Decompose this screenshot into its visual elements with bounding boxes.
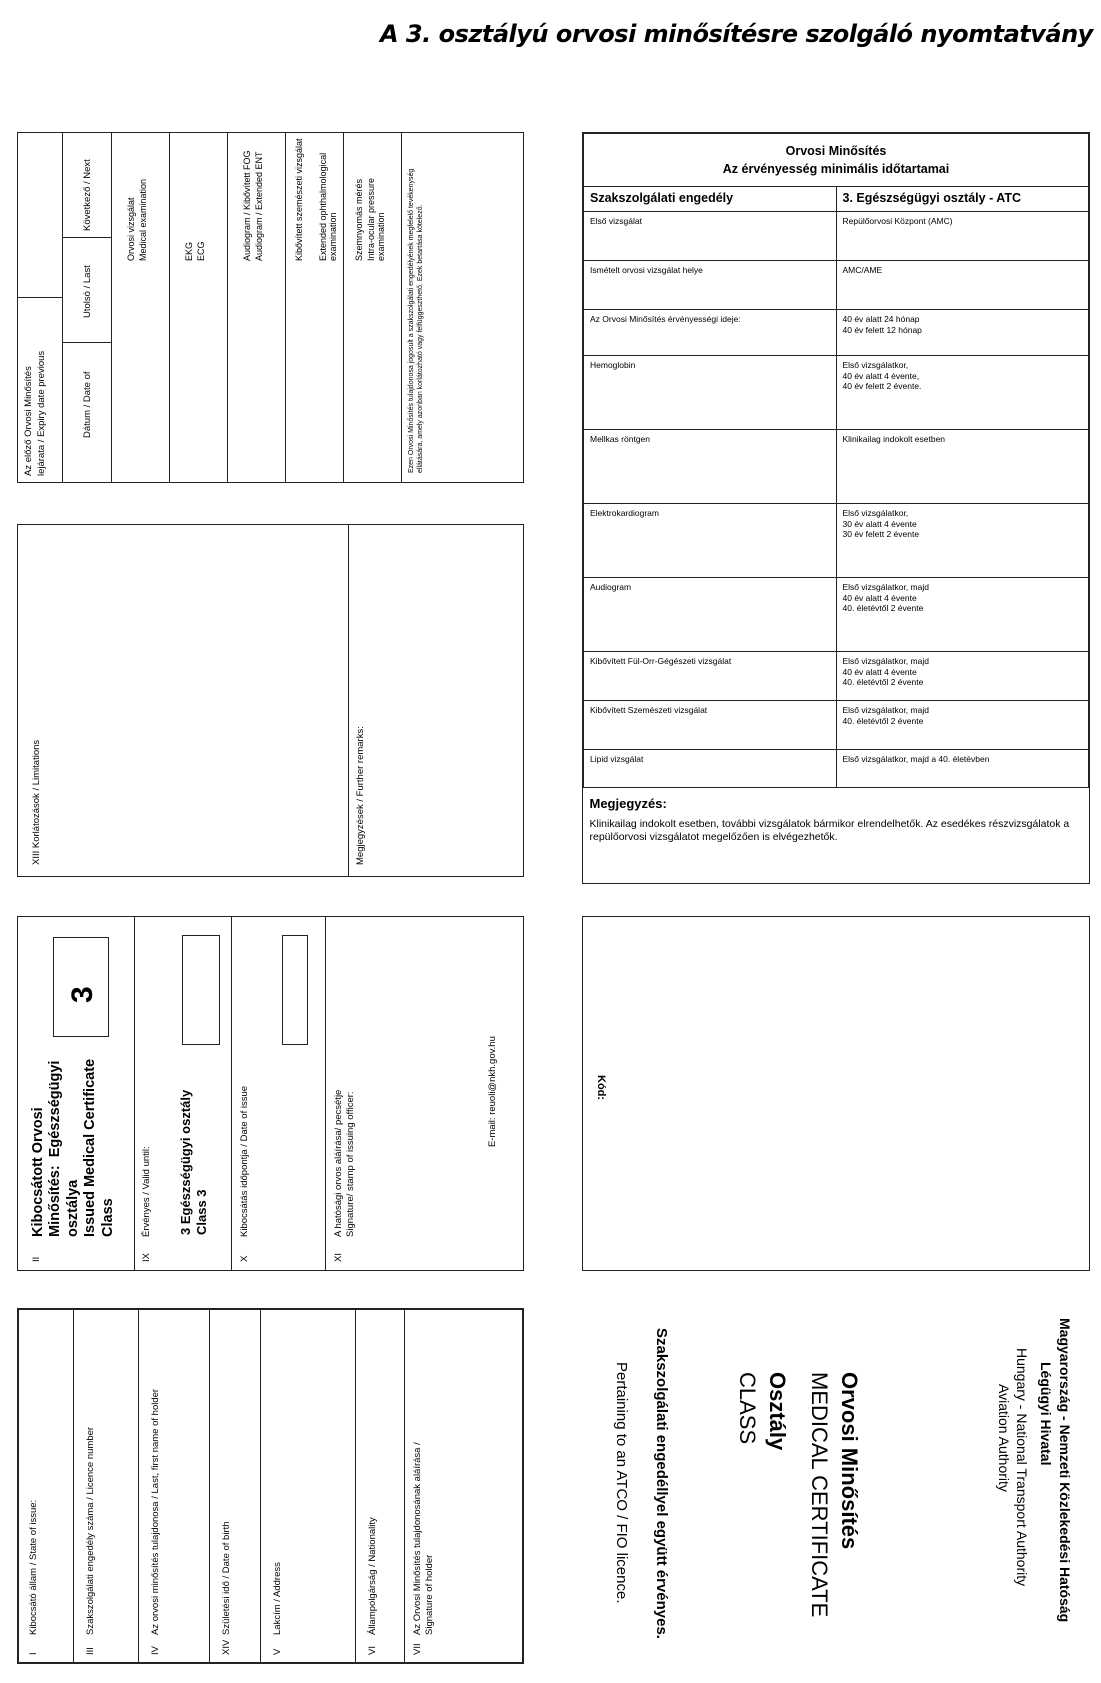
holder-row-nationality-label: Állampolgárság / Nationality [367, 1517, 378, 1635]
holder-row-birth-roman: XIV [221, 1639, 232, 1655]
holder-row-name-label: Az orvosi minősítés tulajdonosa / Last, first name of holder [150, 1388, 161, 1635]
row-audiogram[interactable] [227, 132, 286, 483]
limitations-panel [17, 524, 524, 877]
date-of-issue-field[interactable] [282, 935, 308, 1045]
validity-col-2: 3. Egészségügyi osztály - ATC [836, 187, 1089, 212]
holder-row-birth[interactable] [209, 1309, 261, 1663]
validity-table [582, 132, 1090, 884]
valid-until-field[interactable] [182, 935, 220, 1045]
row-ophthalmology[interactable] [285, 132, 344, 483]
holder-row-address[interactable] [260, 1309, 356, 1663]
remarks-label: Megjegyzések / Further remarks: [355, 726, 366, 865]
validity-item: Audiogram [584, 577, 837, 651]
holder-row-licence-label: Szakszolgálati engedély száma / Licence number [85, 1426, 96, 1635]
expiry-panel [17, 132, 524, 483]
validity-item: Első vizsgálat [584, 211, 837, 260]
validity-value: Első vizsgálatkor, majd a 40. életévben [836, 749, 1089, 787]
row-audiogram-hu: Audiogram / Kibővített FOG [242, 150, 252, 261]
row-ophthalmology-en: Extended ophthalmological examination [318, 152, 339, 261]
holder-panel [17, 1308, 524, 1664]
cover-class-en: CLASS [735, 1372, 760, 1445]
row-ecg-hu: EKG [184, 241, 194, 261]
col-last-header [62, 237, 112, 343]
remarks-divider [348, 525, 349, 876]
validity-note-text: Klinikailag indokolt esetben, további vizsgálatok bármikor elrendelhetők. Az esedékes részvizsgálatok a repülőorvosi vizsgálatot megelőzően is elvégezhetők. [589, 818, 1070, 844]
cover-cert-en: MEDICAL CERTIFICATE [807, 1372, 832, 1618]
holder-row-nationality[interactable] [355, 1309, 405, 1663]
validity-value: 40 év alatt 24 hónap 40 év felett 12 hónap [836, 309, 1089, 355]
class-number-box [53, 937, 109, 1037]
cert-title-5: Class [99, 1198, 116, 1237]
row-iop[interactable] [343, 132, 402, 483]
divider-2 [231, 917, 232, 1270]
valid-label: Érvényes / Valid until: [141, 1146, 152, 1237]
cert-title-4: Issued Medical Certificate [82, 1058, 99, 1237]
email-label: E-mail: reuoli@nkh.gov.hu [487, 1036, 498, 1147]
footnote-text: Ezen Orvosi Minősítés tulajdonosa jogosult a szakszolgálati engedélyének megfelelő tevékenység ellátására, amely azonban korlátozható vagy felfüggeszthető. Ezek betartása kötelező. [408, 168, 424, 473]
holder-row-licence-roman: III [85, 1647, 96, 1655]
validity-item: Elektrokardiogram [584, 503, 837, 577]
cover-valid-with: Szakszolgálati engedéllyel együtt érvényes. [653, 1328, 670, 1639]
row-audiogram-en: Audiogram / Extended ENT [254, 151, 264, 261]
previous-expiry-label-2: lejárata / Expiry date previous [36, 350, 47, 476]
sign-roman: XI [333, 1253, 344, 1262]
limitations-label: XIII Korlátozások / Limitations [31, 739, 42, 865]
holder-row-nationality-roman: VI [367, 1646, 378, 1655]
issue-label: Kibocsátás időpontja / Date of issue [239, 1085, 250, 1237]
holder-row-state-roman: I [28, 1652, 39, 1655]
row-ophthalmology-hu: Kibővített szemészeti vizsgálat [294, 138, 304, 261]
row-medical-en: Medical examination [138, 178, 148, 261]
holder-row-name-roman: IV [150, 1646, 161, 1655]
cover-authority-en-2: Aviation Authority [996, 1384, 1012, 1492]
validity-value: Első vizsgálatkor, 40 év alatt 4 évente, 40 év felett 2 évente. [836, 355, 1089, 429]
holder-row-address-label: Lakcím / Address [272, 1562, 283, 1635]
holder-row-name[interactable] [138, 1309, 210, 1663]
validity-value: Repülőorvosi Központ (AMC) [836, 211, 1089, 260]
cert-title [30, 1059, 117, 1237]
row-ecg-en: ECG [196, 241, 206, 261]
holder-row-signature-roman: VII [412, 1643, 423, 1655]
validity-item: Kibővített Szemészeti vizsgálat [584, 700, 837, 749]
col-next-header [62, 132, 112, 238]
row-ecg[interactable] [169, 132, 228, 483]
holder-row-state-label: Kibocsátó állam / State of issue: [28, 1499, 39, 1635]
holder-row-address-roman: V [272, 1648, 283, 1655]
cover-class-hu: Osztály [765, 1372, 790, 1451]
code-panel[interactable] [582, 916, 1090, 1271]
holder-row-signature-label2: Signature of holder [424, 1554, 435, 1635]
col-next-label: Következő / Next [82, 159, 93, 231]
validity-header-2: Az érvényesség minimális időtartamai [722, 162, 950, 177]
cert-title-1: Kibocsátott Orvosi [30, 1107, 46, 1237]
valid-class [178, 1090, 211, 1235]
col-date-label: Dátum / Date of [82, 371, 93, 438]
validity-col-1: Szakszolgálati engedély [584, 187, 837, 212]
cert-roman: II [31, 1256, 42, 1262]
validity-header [584, 134, 1089, 187]
previous-expiry-value[interactable] [17, 132, 63, 298]
validity-item: Az Orvosi Minősítés érvényességi ideje: [584, 309, 837, 355]
row-iop-en: Intra-ocular pressure examination [366, 177, 387, 261]
valid-class-en: Class 3 [194, 1189, 210, 1235]
row-medical-hu: Orvosi vizsgálat [126, 197, 136, 261]
code-label: Kód: [595, 1075, 607, 1101]
cover-pertaining: Pertaining to an ATCO / FIO licence. [613, 1362, 630, 1604]
validity-value: Első vizsgálatkor, majd 40 év alatt 4 évente 40. életévtől 2 évente [836, 651, 1089, 700]
issue-roman: X [239, 1255, 250, 1262]
valid-roman: IX [141, 1253, 152, 1262]
holder-row-licence[interactable] [73, 1309, 139, 1663]
cert-title-2: Minősítés: Egészségügyi [47, 1060, 64, 1237]
cover-authority-hu: Magyarország - Nemzeti Közlekedési Hatóság [1057, 1318, 1073, 1623]
validity-item: Kibővített Fül-Orr-Gégészeti vizsgálat [584, 651, 837, 700]
row-medical[interactable] [111, 132, 170, 483]
previous-expiry-label-1: Az előző Orvosi Minősítés [23, 366, 34, 476]
validity-value: AMC/AME [836, 260, 1089, 309]
holder-row-signature-label: Az Orvosi Minősítés tulajdonosának aláírása / [412, 1442, 423, 1635]
valid-class-hu: 3 Egészségügyi osztály [178, 1089, 193, 1235]
cover-authority-en: Hungary - National Transport Authority [1014, 1348, 1030, 1587]
divider-3 [325, 917, 326, 1270]
validity-value: Első vizsgálatkor, majd 40 év alatt 4 évente 40. életévtől 2 évente [836, 577, 1089, 651]
divider-1 [134, 917, 135, 1270]
cover-authority-hu-2: Légügyi Hivatal [1038, 1362, 1054, 1466]
footnote-cell [401, 132, 524, 483]
validity-header-1: Orvosi Minősítés [785, 144, 887, 158]
validity-value: Klinikailag indokolt esetben [836, 429, 1089, 503]
holder-row-birth-label: Születési idő / Date of birth [221, 1521, 232, 1635]
previous-expiry-cell [17, 297, 63, 483]
cover-cert-hu: Orvosi Minősítés [837, 1372, 862, 1550]
col-date-header [62, 342, 112, 483]
col-last-label: Utolsó / Last [82, 265, 93, 318]
validity-note-title: Megjegyzés: [589, 795, 667, 811]
validity-value: Első vizsgálatkor, 30 év alatt 4 évente 30 év felett 2 évente [836, 503, 1089, 577]
validity-note [584, 787, 1089, 852]
holder-row-signature[interactable] [404, 1309, 523, 1663]
validity-item: Mellkas röntgen [584, 429, 837, 503]
sign-label-1: A hatósági orvos aláírása/ pecsétje [333, 1089, 344, 1237]
holder-row-state[interactable] [18, 1309, 74, 1663]
cert-title-3: osztálya [64, 1179, 81, 1237]
validity-value: Első vizsgálatkor, majd 40. életévtől 2 évente [836, 700, 1089, 749]
row-iop-hu: Szemnyomás mérés [354, 178, 364, 261]
validity-item: Lipid vizsgálat [584, 749, 837, 787]
class-number: 3 [66, 986, 99, 1003]
page-title: A 3. osztályú orvosi minősítésre szolgáló nyomtatvány [380, 20, 1093, 48]
validity-item: Ismételt orvosi vizsgálat helye [584, 260, 837, 309]
certificate-panel [17, 916, 524, 1271]
sign-label-2: Signature/ stamp of issuing officer: [345, 1091, 356, 1237]
validity-item: Hemoglobin [584, 355, 837, 429]
